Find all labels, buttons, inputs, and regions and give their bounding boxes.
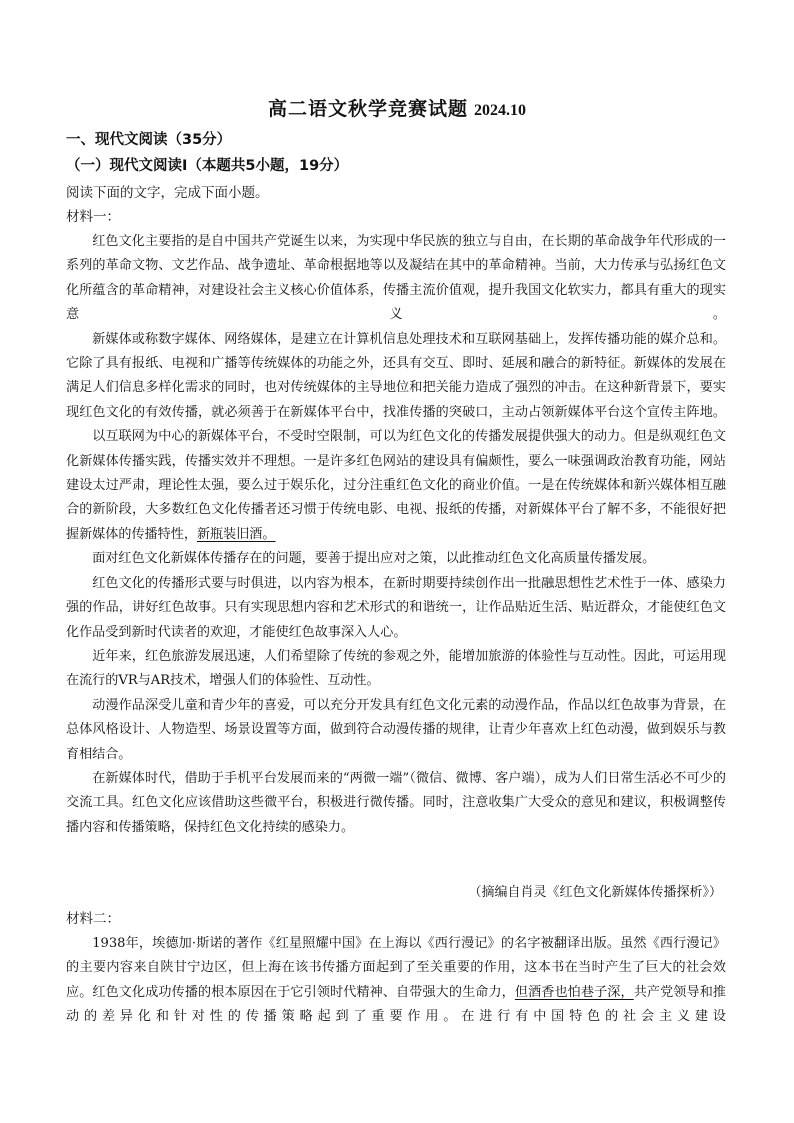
material1-label: 材料一： <box>66 209 120 225</box>
material1-paragraph: 面对红色文化新媒体传播存在的问题，要善于提出应对之策，以此推动红色文化高质量传播发展。 <box>92 551 656 567</box>
material1-paragraph: 近年来，红色旅游发展迅速，人们希望除了传统的参观之外，能增加旅游的体验性与互动性。因此，可运用现在流行的VR与AR技术，增强人们的体验性、互动性。 <box>66 648 726 689</box>
paragraph-text: 以互联网为中心的新媒体平台，不受时空限制，可以为红色文化的传播发展提供强大的动力。但是纵观红色文化新媒体传播实践，传播实效并不理想。一是许多红色网站的建设具有偏颇性，要么一味强调政治教育功能，网站建设太过严肃，理论性太强，要么过于娱乐化，过分注重红色文化的商业价值。一是在传统媒体和新兴媒体相互融合的新阶段，大多数红色文化传播者还习惯于传统电影、电视、报纸的传播，对新媒体平台了解不多，不能很好把握新媒体的传播特性， <box>66 429 726 542</box>
section-heading: 一、现代文阅读（35分） <box>66 132 232 148</box>
subsection-heading: （一）现代文阅读Ⅰ（本题共5小题，19分） <box>66 158 349 174</box>
material1-body <box>66 230 726 840</box>
paragraph-text: 共产党领导和推动的差异化和针对性的传播策略起到了重要作用。在进行有中国特色的社会主义建设 <box>66 984 727 1025</box>
material1-paragraph: 新媒体或称数字媒体、网络媒体，是建立在计算机信息处理技术和互联网基础上，发挥传播功能的媒介总和。它除了具有报纸、电视和广播等传统媒体的功能之外，还具有交互、即时、延展和融合的新特征。新媒体的发展在满足人们信息多样化需求的同时，也对传统媒体的主导地位和把关能力造成了强烈的冲击。在这种新背景下，要实现红色文化的有效传播，就必须善于在新媒体平台中，找准传播的突破口，主动占领新媒体平台这个宣传主阵地。 <box>66 331 726 420</box>
material2-paragraph <box>66 932 726 1030</box>
page-title <box>0 94 794 121</box>
underlined-phrase: 但酒香也怕巷子深， <box>514 984 634 1000</box>
material1-paragraph: 红色文化的传播形式要与时俱进，以内容为根本，在新时期要持续创作出一批融思想性艺术性于一体、感染力强的作品，讲好红色故事。只有实现思想内容和艺术形式的和谐统一，让作品贴近生活、贴近群众，才能使红色文化作品受到新时代读者的欢迎，才能使红色故事深入人心。 <box>66 575 726 640</box>
material1-source: （摘编自肖灵《红色文化新媒体传播探析》） <box>468 885 722 900</box>
title-year: 2024.10 <box>474 102 526 119</box>
material1-paragraph <box>66 425 726 547</box>
material2-body <box>66 932 726 1030</box>
underlined-phrase: 新瓶装旧酒。 <box>196 526 276 542</box>
title-text: 高二语文秋学竞赛试题 <box>267 98 468 120</box>
material1-paragraph: 动漫作品深受儿童和青少年的喜爱，可以充分开发具有红色文化元素的动漫作品，作品以红色故事为背景，在总体风格设计、人物造型、场景设置等方面，做到符合动漫传播的规律，让青少年喜欢上红色动漫，做到娱乐与教育相结合。 <box>66 697 726 762</box>
material2-label: 材料二： <box>66 911 120 927</box>
paragraph-text: 1938年，埃德加·斯诺的著作《红星照耀中国》在上海以《西行漫记》的名字被翻译出版。虽然《西行漫记》的主要内容来自陕甘宁边区，但上海在该书传播方面起到了至关重要的作用，这本书在当时产生了巨大的社会效应。红色文化成功传播的根本原因在于它引领时代精神、自带强大的生命力， <box>66 936 726 1000</box>
material1-paragraph: 红色文化主要指的是自中国共产党诞生以来，为实现中华民族的独立与自由，在长期的革命战争年代形成的一系列的革命文物、文艺作品、战争遗址、革命根据地等以及凝结在其中的革命精神。当前，大力传承与弘扬红色文化所蕴含的革命精神，对建设社会主义核心价值体系，传播主流价值观，提升我国文化软实力，都具有重大的现实意义。 <box>66 234 726 323</box>
instruction-text: 阅读下面的文字，完成下面小题。 <box>66 185 269 201</box>
material1-paragraph: 在新媒体时代，借助于手机平台发展而来的“两微一端”（微信、微博、客户端），成为人们日常生活必不可少的交流工具。红色文化应该借助这些微平台，积极进行微传播。同时，注意收集广大受众的意见和建议，积极调整传播内容和传播策略，保持红色文化持续的感染力。 <box>66 770 726 835</box>
